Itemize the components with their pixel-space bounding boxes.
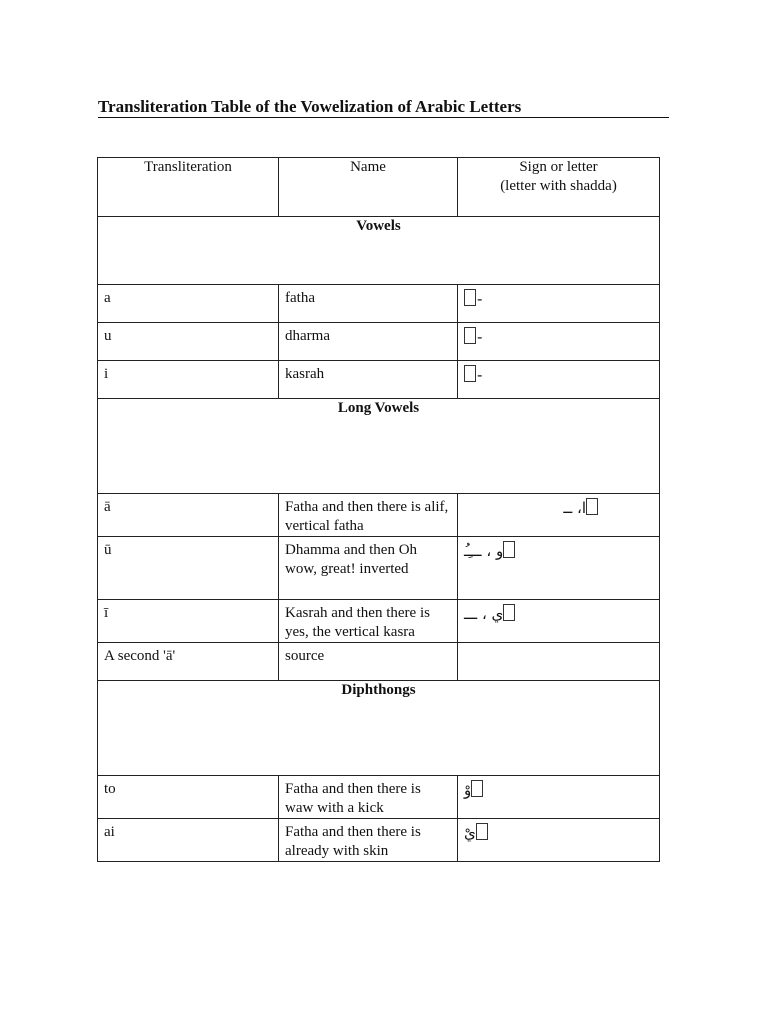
header-name: Name [279,158,458,217]
name-cell: kasrah [279,361,458,399]
section-row-diphthongs [98,681,660,776]
table-row [98,494,660,537]
name-cell: fatha [279,285,458,323]
sign-text: ي ، ـــ [464,605,504,623]
table-row [98,819,660,862]
name-cell: Kasrah and then there is yes, the vertical kasra [279,600,458,643]
sign-cell [458,819,660,862]
name-cell: Dhamma and then Oh wow, great! inverted [279,537,458,600]
transliteration-table [97,157,660,862]
translit-cell: ā [98,494,279,537]
translit-cell: ī [98,600,279,643]
table-row [98,323,660,361]
name-cell: Fatha and then there is waw with a kick [279,776,458,819]
section-heading: Vowels [98,217,660,285]
sign-cell [458,323,660,361]
header-sign: Sign or letter (letter with shadda) [458,158,660,217]
missing-glyph-box [464,365,476,382]
missing-glyph-box [586,498,598,515]
sign-cell [458,600,660,643]
sign-text: ا، ــ [563,499,586,517]
missing-glyph-box [471,780,483,797]
name-cell: Fatha and then there is already with skin [279,819,458,862]
sign-cell [458,494,660,537]
sign-cell [458,643,660,681]
section-heading: Long Vowels [98,399,660,494]
sign-text: - [477,328,483,346]
sign-text: - [477,366,483,384]
translit-cell: a [98,285,279,323]
translit-cell: ū [98,537,279,600]
sign-text: - [477,290,483,308]
missing-glyph-box [476,823,488,840]
translit-cell: i [98,361,279,399]
missing-glyph-box [464,327,476,344]
name-cell: Fatha and then there is alif, vertical fatha [279,494,458,537]
document-title-text: Transliteration Table of the Vowelization of Arabic Letters [98,97,522,116]
name-cell: dharma [279,323,458,361]
section-row-vowels [98,217,660,285]
missing-glyph-box [503,604,515,621]
translit-cell: ai [98,819,279,862]
sign-cell [458,537,660,600]
header-row [98,158,660,217]
sign-cell [458,285,660,323]
section-row-long-vowels [98,399,660,494]
sign-cell [458,776,660,819]
name-cell: source [279,643,458,681]
translit-cell: u [98,323,279,361]
table-row [98,537,660,600]
table-row [98,776,660,819]
translit-cell: to [98,776,279,819]
missing-glyph-box [464,289,476,306]
table-row [98,361,660,399]
document-title [98,97,669,118]
table-row [98,600,660,643]
sign-cell [458,361,660,399]
table-row [98,285,660,323]
sign-text: ُو ، ـــِـ [464,542,504,560]
section-heading: Diphthongs [98,681,660,776]
missing-glyph-box [503,541,515,558]
translit-cell: A second 'ā' [98,643,279,681]
sign-text: وْ [464,781,472,799]
table-row [98,643,660,681]
sign-text: يْ [464,824,476,842]
header-transliteration: Transliteration [98,158,279,217]
